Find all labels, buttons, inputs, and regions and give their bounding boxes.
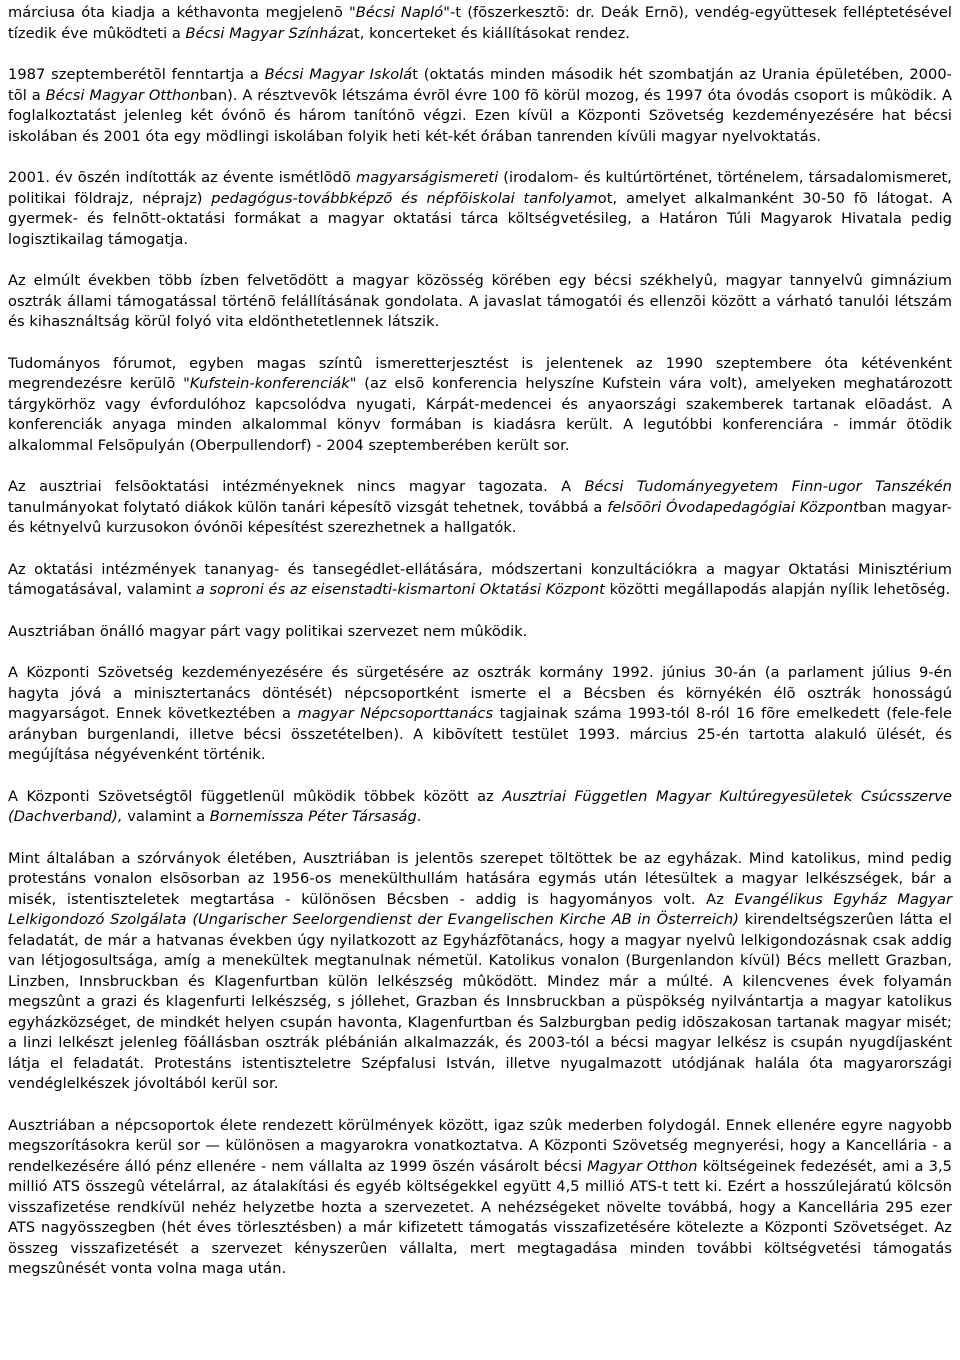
text-run: költségeinek fedezését, ami a 3,5 millió ATS összegû vételárral, az átalakítási és egyéb költségekkel együtt 4,5 millió ATS-t tett ki. Ezért a hosszúlejáratú kölcsön visszafizetése rendkívül nehéz helyzetbe hozta a szervezetet. A nehézségeket növelte továbbá, hogy a Kancellária 295 ezer ATS nagyösszegben (hét éves törlesztésben) a már kifizetett támogatás visszafizetésére kötelezte a Központi Szövetséget. Az összeg visszafizetését a szervezet kényszerûen vállalta, mert megtagadása minden további költségvetési támogatás megszûnését vonta volna maga után. xyxy=(8,1157,952,1277)
italic-run: Bécsi Magyar Iskolá xyxy=(264,66,413,83)
text-run: t (oktatás minden második hét szombatján az Urania épületében, 2000-tõl a xyxy=(8,66,952,104)
italic-run: Ausztriai Független Magyar Kultúregyesületek Csúcsszerve (Dachverband), xyxy=(8,787,952,825)
italic-run: magyar Népcsoporttanács xyxy=(297,705,494,722)
text-run: Tudományos fórumot, egyben magas színtû ismeretterjesztést is jelentenek az 1990 szeptembere óta kétévenként megrendezésre kerülõ " xyxy=(8,354,952,392)
text-run: at, koncerteket és kiállításokat rendez. xyxy=(344,24,630,42)
text-run: Az oktatási intézmények tananyag- és tansegédlet-ellátására, módszertani konzultációkra a magyar Oktatási Minisztérium támogatásával, valamint xyxy=(8,560,952,598)
text-run: (irodalom- és kultúrtörténet, történelem, társadalomismeret, politikai földrajz, néprajz) xyxy=(8,169,952,207)
text-run: . xyxy=(416,808,422,825)
text-run: Ausztriában önálló magyar párt vagy politikai szervezet nem mûködik. xyxy=(8,622,528,640)
text-run: "-t (fõszerkesztõ: dr. Deák Ernõ), vendég-együttesek felléptetésével tízedik éve mûködteti a xyxy=(8,4,952,42)
text-run: A Központi Szövetség kezdeményezésére és sürgetésére az osztrák kormány 1992. június 30-án (a parlament július 9-én hagyta jóvá a minisztertanács döntését) népcsoportként ismerte el a Bécsben és környékén élõ osztrák honosságú magyarságot. Ennek következtében a xyxy=(8,664,952,722)
paragraph-other-organisations xyxy=(8,787,952,828)
italic-run: Bornemissza Péter Társaság xyxy=(209,808,417,825)
text-run: Az elmúlt években több ízben felvetõdött a magyar közösség körében egy bécsi székhelyû, magyar tannyelvû gimnázium osztrák állami támogatással történõ felállításának gondolata. A javaslat támogatói és ellenzõi között a várható tanulói létszám és kihasználtság körül folyó vita eldönthetetlennek látszik. xyxy=(8,272,952,330)
text-run: valamint a xyxy=(122,808,210,825)
text-run: Mint általában a szórványok életében, Ausztriában is jelentõs szerepet töltöttek be az egyházak. Mind katolikus, mind pedig protestáns vonalon elsõsorban az 1956-os menekülthullám hatására egymás után létesültek a magyar lelkészségek, bár a misék, istentiszteletek megtartása - különösen Bécsben - addig is hagyományos volt. Az xyxy=(8,849,952,908)
paragraph-funding-difficulties xyxy=(8,1116,952,1280)
italic-run: Bécsi Magyar Otthon xyxy=(45,86,200,104)
text-run: kirendeltségszerûen látta el feladatát, de már a hatvanas években úgy nyilatkozott az Egyházfõtanács, hogy a magyar nyelvû lelkigondozásnak csak addig van létjogosultsága, amíg a menekültek megtanulnak németül. Katolikus vonalon (Burgenlandon kívül) Bécs mellett Grazban, Linzben, Innsbruckban és Klagenfurtban külön lelkészség mûködött. Mindez már a múlté. A kilencvenes évek folyamán megszûnt a grazi és klagenfurti lelkészség, s jóllehet, Grazban és Innsbruckban a püspökség nyilvántartja a magyar katolikus egyházközséget, de mindkét helyen csupán havonta, Klagenfurtban és Salzburgban pedig idõszakosan tartanak magyar misét; a linzi lelkészt jelenleg fõállásban osztrák plébánián alkalmazzák, és 2003-tól a bécsi magyar lelkész is csupán nyugdíjasként látja el feladatát. Protestáns istentiszteletre Szépfalusi István, illetve nyugalmazott utódjának halála óta magyarországi vendéglelkészek jóvoltából kerül sor. xyxy=(8,911,952,1092)
paragraph-churches xyxy=(8,849,952,1095)
text-run: közötti megállapodás alapján nyílik lehetõség. xyxy=(604,581,951,598)
paragraph-educational-supplies xyxy=(8,560,952,601)
paragraph-newspaper-theatre xyxy=(8,3,952,44)
text-run: ban magyar- és kétnyelvû kurzusokon óvónõi képesítést szerezhetnek a hallgatók. xyxy=(8,498,952,536)
text-run: ban). A résztvevõk létszáma évrõl évre 100 fõ körül mozog, és 1997 óta óvodás csoport is mûködik. A foglalkoztatást jelenleg két óvónõ és három tanítónõ végzi. Ezen kívül a Központi Szövetség kezdeményezésére hat bécsi iskolában és 2001 óta egy mödlingi iskolában folyik heti két-két órában tanrenden kívüli magyar nyelvoktatás. xyxy=(8,86,953,145)
text-run: ot, amelyet alkalmanként 30-50 fõ látogat. A gyermek- és felnõtt-oktatási formákat a magyar oktatási tárca költségvetésileg, a Határon Túli Magyarok Hivatala pedig logisztikailag támogatja. xyxy=(8,189,952,248)
italic-run: a soproni és az eisenstadti-kismartoni Oktatási Központ xyxy=(195,581,605,598)
text-run: Ausztriában a népcsoportok élete rendezett körülmények között, igaz szûk mederben folydogál. Ennek ellenére egyre nagyobb megszorításokra kerül sor — különösen a magyarokra vonatkoztatva. A Központi Szövetség megnyerési, hogy a Kancellária - a rendelkezésére álló pénz ellenére - nem vállalta az 1999 õszén vásárolt bécsi xyxy=(8,1116,952,1175)
text-run: A Központi Szövetségtõl függetlenül mûködik többek között az xyxy=(8,787,503,805)
paragraph-no-political-party xyxy=(8,622,952,643)
text-run: márciusa óta kiadja a kéthavonta megjelenõ " xyxy=(8,4,356,21)
italic-run: Magyar Otthon xyxy=(587,1157,698,1175)
italic-run: Bécsi Tudományegyetem Finn-ugor Tanszékén xyxy=(584,478,952,495)
text-run: 2001. év õszén indították az évente ismétlõdõ xyxy=(8,169,356,186)
paragraph-ethnic-group-recognition xyxy=(8,663,952,766)
italic-run: Bécsi Napló xyxy=(355,4,444,21)
italic-run: felsõõri Óvodapedagógiai Központ xyxy=(607,498,859,516)
paragraph-hungarian-school xyxy=(8,65,952,147)
text-run: tagjainak száma 1993-tól 8-ról 16 fõre emelkedett (fele-fele arányban burgenlandi, illetve bécsi összetételben). A kibõvített testület 1993. március 25-én tartotta alakuló ülését, és megújítása négyévenként történik. xyxy=(8,705,952,763)
italic-run: Bécsi Magyar Színház xyxy=(185,24,345,42)
paragraph-gymnasium-debate xyxy=(8,271,952,333)
italic-run: Evangélikus Egyház Magyar Lelkigondozó Szolgálata (Ungarischer Seelorgendienst der Evangelischen Kirche AB in Österreich) xyxy=(8,890,952,928)
text-run: tanulmányokat folytató diákok külön tanári képesítõ vizsgát tehetnek, továbbá a xyxy=(8,498,608,516)
text-run: " (az elsõ konferencia helyszíne Kufstein vára volt), amelyeken meghatározott tárgykörhöz vagy évfordulóhoz kapcsolódva nyugati, Kárpát-medencei és anyaországi szakemberek tartanak elõadást. A konferenciák anyaga minden alkalommal könyv formában is kiadásra került. A legutóbbi konferenciára - immár ötödik alkalommal Felsõpulyán (Oberpullendorf) - 2004 szeptemberében került sor. xyxy=(8,375,952,454)
italic-run: pedagógus-továbbképzõ és népfõiskolai tanfolyam xyxy=(211,189,598,207)
paragraph-teacher-training xyxy=(8,168,952,250)
paragraph-higher-education xyxy=(8,477,952,539)
text-run: 1987 szeptemberétõl fenntartja a xyxy=(8,66,265,83)
paragraph-kufstein-conferences xyxy=(8,354,952,457)
italic-run: magyarságismereti xyxy=(355,169,499,186)
text-run: Az ausztriai felsõoktatási intézményeknek nincs magyar tagozata. A xyxy=(8,478,585,495)
italic-run: Kufstein-konferenciák xyxy=(189,375,350,392)
